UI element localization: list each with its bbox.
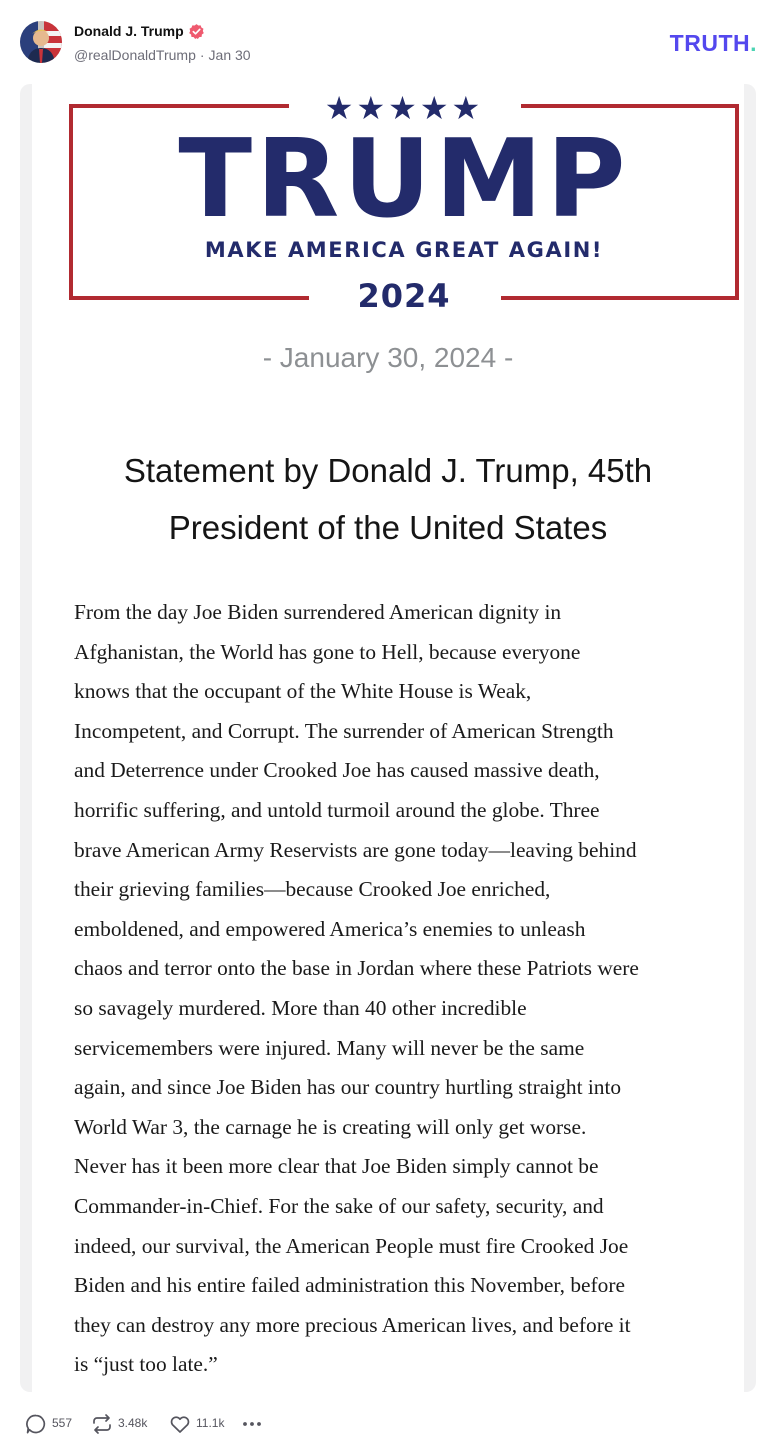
truth-social-logo[interactable] [670,30,757,57]
statement-document [32,84,744,1392]
post-timestamp[interactable]: Jan 30 [208,47,251,63]
like-count: 11.1k [196,1416,225,1430]
heart-icon [168,1412,192,1436]
reply-button[interactable] [24,1412,80,1436]
author-handle[interactable]: @realDonaldTrump [74,47,196,63]
comment-icon [24,1412,48,1436]
logo-trump-word: TRUMP [178,117,630,242]
retruth-button[interactable] [90,1412,156,1436]
logo-stars: ★★★★★ [324,90,484,126]
post-action-bar [0,1404,777,1444]
post-meta [74,47,251,63]
author-avatar[interactable] [20,21,62,63]
retruth-count: 3.48k [118,1416,148,1430]
logo-year: 2024 [357,277,451,315]
statement-title [32,442,744,556]
more-dots-icon [240,1412,264,1436]
post-media-image[interactable] [20,84,756,1392]
logo-slogan: MAKE AMERICA GREAT AGAIN! [204,238,604,262]
truth-logo-word: TRUTH [669,30,751,56]
post-header [0,0,777,84]
more-options-button[interactable] [240,1412,264,1436]
meta-separator: · [199,47,205,63]
campaign-logo [69,90,739,315]
statement-title-line-2: President of the United States [168,509,608,546]
verified-badge-icon [188,23,205,40]
truth-logo-dot: . [750,30,757,56]
like-button[interactable] [168,1412,228,1436]
statement-body: From the day Joe Biden surrendered American dignity in Afghanistan, the World has gone to Hell, because everyone knows that the occupant of the White House is Weak, Incompetent, and Corrupt. The surrender of American Strength and Deterrence under Crooked Joe has caused massive death, horrific suffering, and untold turmoil around the globe. Three brave American Army Reservists are gone today—leaving behind their grieving families—because Crooked Joe enriched, emboldened, and empowered America’s enemies to unleash chaos and terror onto the base in Jordan where these Patriots were so savagely murdered. More than 40 other incredible servicemembers were injured. Many will never be the same again, and since Joe Biden has our country hurtling straight into World War 3, the carnage he is creating will only get worse. Never has it been more clear that Joe Biden simply cannot be Commander-in-Chief. For the sake of our safety, security, and indeed, our survival, the American People must fire Crooked Joe Biden and his entire failed administration this November, before they can destroy any more precious American lives, and before it is “just too late.” [74,600,639,1377]
statement-date: - January 30, 2024 - [262,342,514,373]
repost-icon [90,1412,114,1436]
reply-count: 557 [52,1416,73,1430]
statement-title-line-1: Statement by Donald J. Trump, 45th [123,452,653,489]
author-name[interactable]: Donald J. Trump [74,23,184,39]
